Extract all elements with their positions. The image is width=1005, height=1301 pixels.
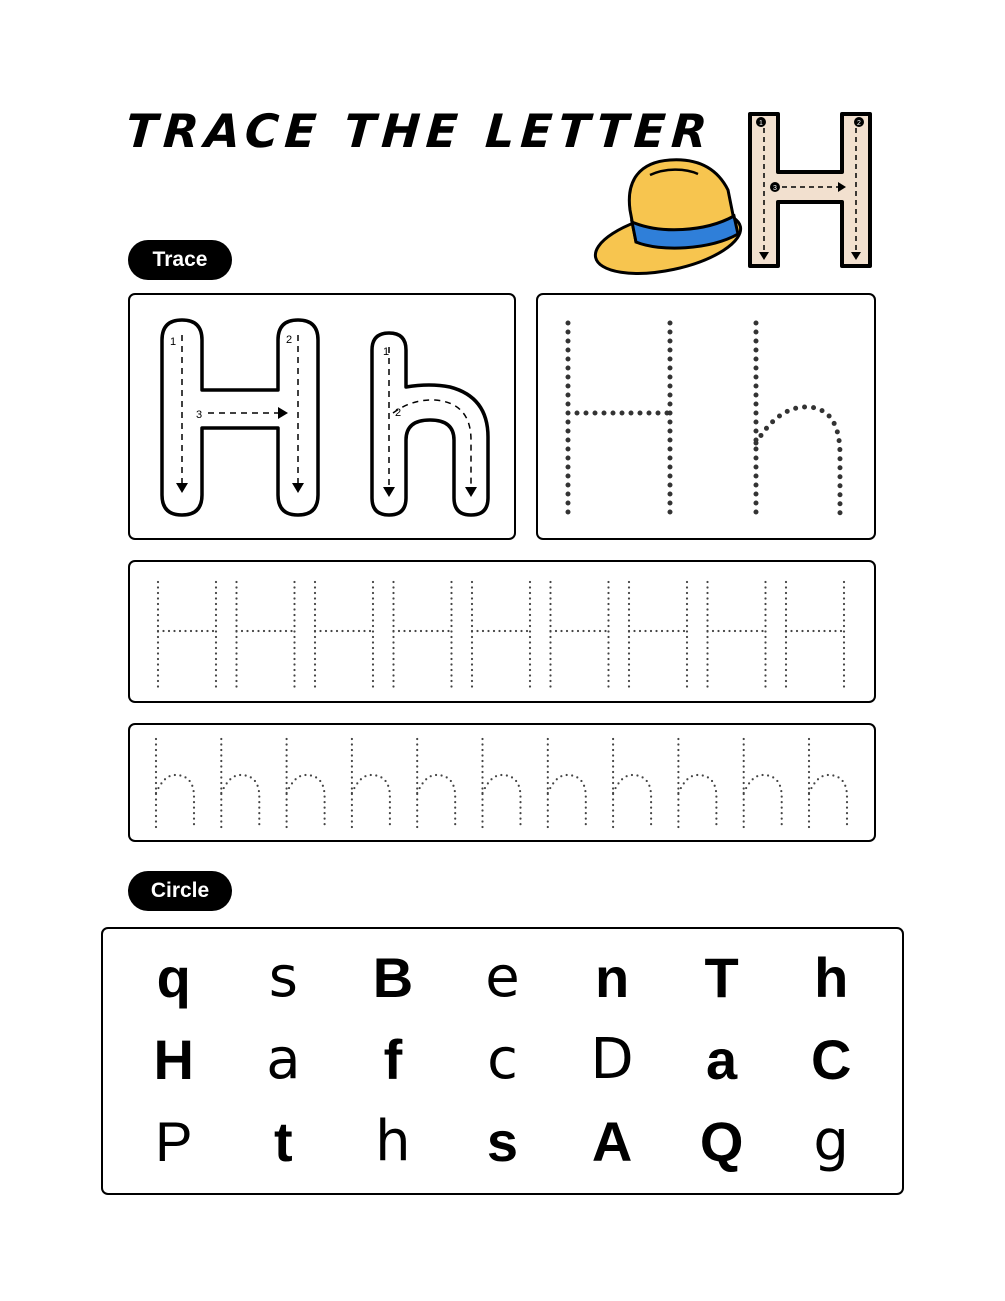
dotted-lower-h	[352, 739, 390, 829]
circle-letter[interactable]: a	[706, 1028, 738, 1091]
stroke-number: 3	[196, 409, 203, 421]
dotted-lower-h	[678, 739, 716, 829]
dotted-trace-box[interactable]	[536, 293, 876, 540]
circle-letter[interactable]: t	[274, 1110, 293, 1173]
dotted-lower-h	[613, 739, 651, 829]
stroke-number: 2	[395, 407, 402, 419]
circle-letter[interactable]: f	[383, 1028, 403, 1091]
dotted-upper-h	[551, 582, 609, 688]
dotted-lower-h	[417, 739, 455, 829]
circle-letter[interactable]: c	[487, 1027, 518, 1092]
circle-letter[interactable]: C	[810, 1028, 852, 1091]
guided-trace-box	[128, 293, 516, 540]
circle-letter[interactable]: D	[590, 1027, 634, 1092]
circle-letter[interactable]: e	[485, 945, 520, 1010]
dotted-letter-lower-h	[756, 323, 840, 517]
dotted-letter-upper-h	[568, 323, 670, 517]
circle-letter[interactable]: s	[486, 1110, 519, 1173]
stroke-number: 2	[286, 334, 293, 346]
hat-illustration	[590, 150, 750, 275]
circle-letter[interactable]: n	[594, 946, 630, 1009]
dotted-lower-h	[287, 739, 325, 829]
dotted-upper-h	[237, 582, 295, 688]
stroke-number: 1	[170, 336, 177, 348]
dotted-upper-h	[315, 582, 373, 688]
dotted-upper-h	[158, 582, 216, 688]
circle-letter[interactable]: B	[372, 946, 414, 1009]
dotted-upper-h	[708, 582, 766, 688]
dotted-lower-h	[221, 739, 259, 829]
dotted-lower-h	[156, 739, 194, 829]
circle-letter[interactable]: H	[153, 1028, 194, 1091]
stroke-number: 3	[773, 185, 777, 192]
circle-letter[interactable]: s	[268, 945, 298, 1010]
stroke-number: 1	[383, 346, 390, 358]
dotted-lower-h	[744, 739, 782, 829]
stroke-number: 1	[759, 120, 763, 127]
dotted-upper-h	[786, 582, 844, 688]
circle-letters-box	[101, 927, 904, 1195]
dotted-upper-h	[472, 582, 530, 688]
letter-grid	[103, 929, 902, 1193]
circle-letter[interactable]: q	[156, 946, 191, 1009]
circle-letter[interactable]: Q	[699, 1110, 744, 1173]
lowercase-practice-row[interactable]	[128, 723, 876, 842]
dotted-lower-h	[809, 739, 847, 829]
circle-letter[interactable]: h	[814, 946, 849, 1009]
circle-letter[interactable]: g	[813, 1109, 849, 1174]
circle-letter[interactable]: P	[155, 1110, 193, 1173]
circle-letter[interactable]: A	[591, 1110, 633, 1173]
trace-section-label: Trace	[128, 240, 232, 280]
dotted-lower-h	[483, 739, 521, 829]
header-letter-h-tracing	[742, 108, 878, 272]
circle-letter[interactable]: h	[375, 1109, 411, 1174]
circle-section-label: Circle	[128, 871, 232, 911]
dotted-lower-h	[548, 739, 586, 829]
worksheet-title: TRACE THE LETTER	[124, 104, 715, 158]
circle-letter[interactable]: T	[704, 946, 739, 1009]
uppercase-practice-row[interactable]	[128, 560, 876, 703]
dotted-upper-h	[394, 582, 452, 688]
stroke-number: 2	[857, 120, 861, 127]
circle-letter[interactable]: a	[266, 1027, 301, 1092]
dotted-upper-h	[629, 582, 687, 688]
